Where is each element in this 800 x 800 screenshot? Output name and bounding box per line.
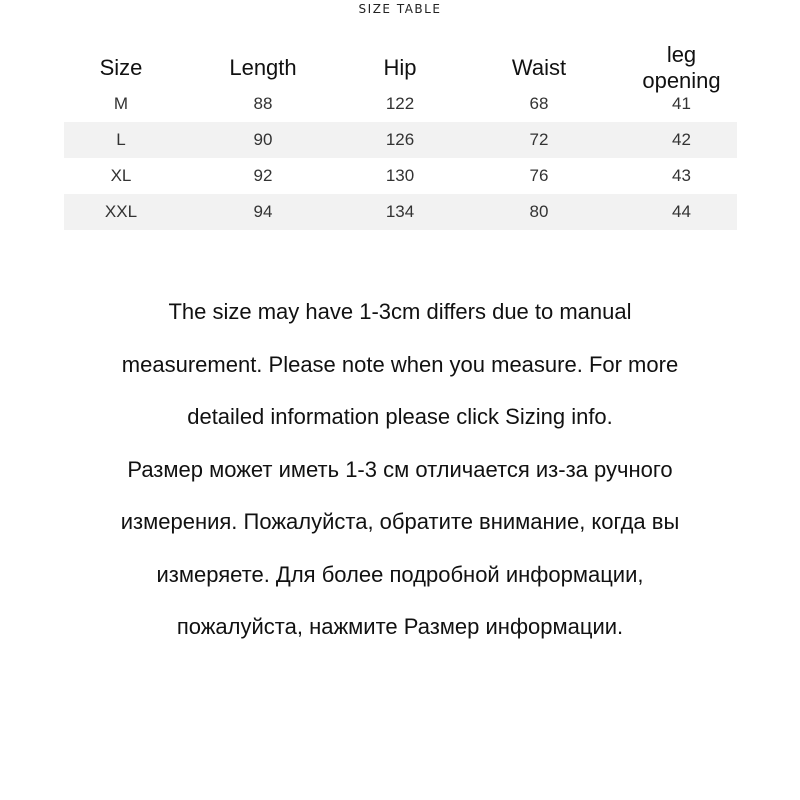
size-table <box>64 42 737 230</box>
size-note-paragraph <box>50 286 750 654</box>
cell-length: 94 <box>253 202 273 221</box>
note-line: измерения. Пожалуйста, обратите внимание, когда вы <box>120 509 680 534</box>
note-line: Размер может иметь 1-3 см отличается из-за ручного <box>127 456 673 482</box>
cell-leg-opening: 44 <box>672 202 691 221</box>
cell-hip: 122 <box>385 94 415 113</box>
size-table-title: SIZE TABLE <box>358 2 442 16</box>
table-row <box>64 158 737 194</box>
cell-waist: 68 <box>529 94 549 113</box>
note-line: пожалуйста, нажмите Размер информации. <box>176 614 624 639</box>
cell-length: 90 <box>253 130 273 149</box>
cell-leg-opening: 43 <box>672 166 691 185</box>
header-size: Size <box>99 55 143 80</box>
cell-size: XL <box>110 166 132 185</box>
cell-waist: 76 <box>529 166 549 185</box>
note-line: The size may have 1-3cm differs due to manual <box>168 299 632 324</box>
cell-waist: 80 <box>529 202 549 221</box>
note-line: detailed information please click Sizing info. <box>187 404 613 429</box>
cell-leg-opening: 42 <box>672 130 691 149</box>
note-line: измеряете. Для более подробной информации, <box>156 561 644 587</box>
cell-size: XXL <box>104 202 138 221</box>
cell-hip: 130 <box>385 166 415 185</box>
cell-leg-opening: 41 <box>672 94 691 113</box>
cell-length: 88 <box>253 94 273 113</box>
cell-hip: 134 <box>385 202 415 221</box>
header-hip: Hip <box>383 55 417 80</box>
cell-length: 92 <box>253 166 273 185</box>
cell-size: M <box>113 94 129 113</box>
header-waist: Waist <box>511 55 567 80</box>
header-leg-opening: leg opening <box>642 42 721 93</box>
cell-size: L <box>116 130 126 149</box>
table-row <box>64 122 737 158</box>
cell-hip: 126 <box>385 130 415 149</box>
header-length: Length <box>229 55 297 80</box>
table-header-row <box>64 42 737 93</box>
cell-waist: 72 <box>529 130 549 149</box>
table-row <box>64 194 737 230</box>
note-line: measurement. Please note when you measure. For more <box>121 351 679 377</box>
